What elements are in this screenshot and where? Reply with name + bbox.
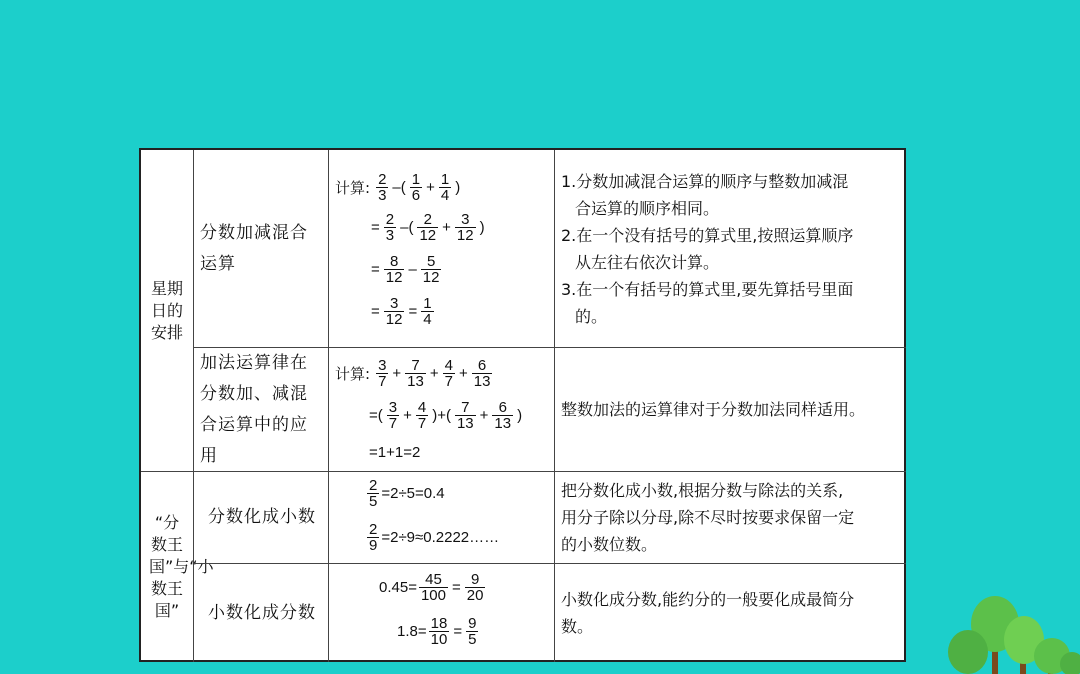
note-line: 2.在一个没有括号的算式里,按照运算顺序: [561, 225, 854, 245]
fraction: $\frac{2}{3}$: [385, 211, 395, 244]
note-line: 用分子除以分母,除不尽时按要求保留一定: [561, 508, 855, 527]
fraction: $\frac{3}{7}$: [378, 357, 387, 390]
fraction: $\frac{1}{4}$: [440, 171, 450, 204]
note-line: 数。: [561, 617, 594, 636]
work-fraction-mixed-ops: [329, 150, 555, 348]
category-weekend: [141, 150, 194, 472]
calc-line-2: 1.8= $\frac{18}{10}$ = $\frac{9}{5}$: [397, 615, 477, 648]
fraction: $\frac{9}{20}$: [466, 571, 484, 604]
note-line: 3.在一个有括号的算式里,要先算括号里面: [561, 279, 854, 299]
calc-line-1: 计算: $\frac{2}{3}$ –( $\frac{1}{6}$ + $\frac{1}{4}$ ): [335, 171, 461, 204]
fraction: $\frac{2}{12}$: [419, 211, 437, 244]
calc-label: 计算:: [335, 179, 371, 197]
calc-result: =2÷5=0.4: [381, 485, 445, 502]
fraction: $\frac{9}{5}$: [468, 615, 477, 648]
calc-line-3: = $\frac{8}{12}$ – $\frac{5}{12}$: [371, 253, 440, 286]
topic-decimal-to-fraction: [194, 564, 329, 662]
tree-icon: [940, 594, 1080, 674]
calc-line-2: =( $\frac{3}{7}$ + $\frac{4}{7}$ )+( $\frac{7}{13}$ + $\frac{6}{13}$ ): [369, 399, 523, 432]
fraction: $\frac{7}{13}$: [407, 357, 424, 390]
calc-line-3: [369, 444, 420, 461]
fraction: $\frac{3}{12}$: [385, 295, 403, 328]
topic-text: 小数化成分数: [208, 602, 316, 623]
calc-line-2: = $\frac{2}{3}$ –( $\frac{2}{12}$ + $\frac{3}{12}$ ): [371, 211, 485, 244]
fraction: $\frac{1}{6}$: [411, 171, 421, 204]
fraction: $\frac{3}{7}$: [388, 399, 398, 432]
notes-decimal-to-fraction: [555, 564, 906, 662]
calc-line-1: 0.45= $\frac{45}{100}$ = $\frac{9}{20}$: [379, 571, 484, 604]
work-decimal-to-fraction: [329, 564, 555, 662]
fraction: $\frac{8}{12}$: [385, 253, 403, 286]
calc-label: 计算:: [335, 365, 371, 383]
topic-text: 加法运算律在分数加、减混合运算中的应用: [200, 352, 308, 466]
calc-result: =2÷9≈0.2222……: [381, 529, 500, 546]
category-kingdom-text: “分数王国”与“小数王国”: [149, 513, 214, 620]
decimal-value: 1.8=: [397, 623, 427, 640]
fraction: $\frac{1}{4}$: [423, 295, 432, 328]
fraction: $\frac{6}{13}$: [473, 357, 491, 390]
category-kingdom: [141, 472, 214, 662]
fraction: $\frac{4}{7}$: [417, 399, 427, 432]
calc-line-2: [365, 522, 499, 553]
note-line: 小数化成分数,能约分的一般要化成最简分: [561, 590, 855, 609]
topic-text: 分数化成小数: [208, 507, 316, 527]
fraction: $\frac{4}{7}$: [444, 357, 453, 390]
note-line: 整数加法的运算律对于分数加法同样适用。: [561, 400, 866, 419]
topic-addition-laws: [194, 348, 329, 472]
fraction: $\frac{3}{12}$: [456, 211, 474, 244]
fraction: $\frac{2}{3}$: [378, 171, 387, 204]
summary-table: [139, 148, 906, 662]
note-line: 的。: [575, 306, 608, 326]
topic-fraction-to-decimal: [194, 472, 329, 564]
notes-fraction-mixed-ops: [555, 150, 906, 348]
fraction: $\frac{2}{5}$: [369, 477, 378, 510]
notes-addition-laws: [555, 348, 906, 472]
fraction: $\frac{2}{9}$: [369, 521, 378, 554]
topic-fraction-mixed-ops: [194, 150, 329, 348]
fraction: $\frac{45}{100}$: [420, 571, 446, 604]
work-addition-laws: [329, 348, 555, 472]
calc-result: =1+1=2: [369, 444, 421, 461]
notes-fraction-to-decimal: [555, 472, 906, 564]
category-weekend-text: 星期日的安排: [150, 278, 183, 342]
calc-line-1: [365, 478, 445, 509]
note-line: 从左往右依次计算。: [575, 252, 720, 272]
calc-line-4: = $\frac{3}{12}$ = $\frac{1}{4}$: [371, 295, 432, 328]
calc-line-1: 计算: $\frac{3}{7}$ + $\frac{7}{13}$ + $\frac{4}{7}$ + $\frac{6}{13}$: [335, 357, 491, 390]
note-line: 的小数位数。: [561, 535, 658, 554]
decimal-value: 0.45=: [379, 579, 417, 596]
work-fraction-to-decimal: [329, 472, 555, 564]
fraction: $\frac{7}{13}$: [456, 399, 474, 432]
note-line: 把分数化成小数,根据分数与除法的关系,: [561, 481, 844, 500]
note-line: 1.分数加减混合运算的顺序与整数加减混: [561, 171, 849, 191]
topic-text: 分数加减混合运算: [200, 222, 308, 274]
fraction: $\frac{5}{12}$: [422, 253, 440, 286]
fraction: $\frac{18}{10}$: [430, 615, 448, 648]
fraction: $\frac{6}{13}$: [494, 399, 512, 432]
note-line: 合运算的顺序相同。: [575, 198, 720, 218]
